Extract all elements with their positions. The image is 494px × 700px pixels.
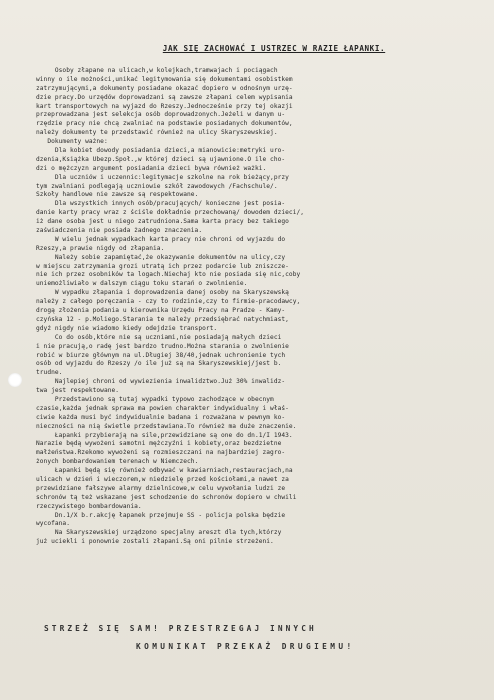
body-line: Dla wszystkich innych osób/pracujących/ konieczne jest posia-	[36, 200, 286, 208]
body-line: dzenia,Książka Ubezp.Społ.,w której dzieci są ujawnione.O ile cho-	[36, 155, 286, 163]
document-body	[36, 67, 472, 547]
body-line: Rzeszy,a prawie nigdy od złapania.	[36, 244, 165, 252]
body-line: małżeństwa.Rzekomo wywożeni są rozmieszczani na najbardziej zagro-	[36, 449, 286, 457]
body-line: Najlepiej chroni od wywiezienia inwalidztwo.Już 30% inwalidz-	[36, 378, 286, 386]
body-line: czasie,każda jednak sprawa ma powien charakter indywidualny i właś-	[36, 404, 289, 412]
punch-hole	[8, 373, 22, 387]
body-line: trudne.	[36, 369, 63, 377]
body-line: W wypadku złapania i doprowadzenia danej osoby na Skaryszewską	[36, 289, 289, 297]
body-line: Narazie będą wywożeni samotni mężczyźni i kobiety,oraz bezdzietne	[36, 440, 282, 448]
body-line: Na Skaryszewskiej urządzono specjalny areszt dla tych,którzy	[36, 529, 282, 537]
body-line: W wielu jednak wypadkach karta pracy nie chroni od wyjazdu do	[36, 235, 286, 243]
body-line: czyńska 12 - p.Moliego.Starania te należy przedsiębrać natychmiast,	[36, 315, 289, 323]
body-line: i nie pracują,o radę jest bardzo trudno.Można starania o zwolnienie	[36, 342, 289, 350]
footer-pass-on: KOMUNIKAT PRZEKAŻ DRUGIEMU!	[136, 642, 355, 651]
body-line: uniemożliwiało w dalszym ciągu toku starań o zwolnienie.	[36, 280, 248, 288]
body-line: Szkoły handlowe nie zawsze są respektowane.	[36, 191, 199, 199]
body-line: przeprowadzana jest selekcja osób doprowadzonych.Jeżeli w danym u-	[36, 111, 286, 119]
footer-warning: STRZEŻ SIĘ SAM! PRZESTRZEGAJ INNYCH	[44, 624, 317, 633]
body-line: osób od wyjazdu do Rzeszy /o ile już są na Skaryszewskiej/jest b.	[36, 360, 282, 368]
body-line: Osoby złapane na ulicach,w kolejkach,tramwajach i pociągach	[36, 67, 278, 74]
body-line: przewidziane fałszywe alarmy dzielnicowe,w celu wywołania ludzi ze	[36, 484, 286, 492]
body-line: ciwie każda musi być indywidualnie badana i rozważana w pewnym ko-	[36, 413, 286, 421]
document-footer	[36, 624, 478, 651]
body-line: zatrzymującymi,a dokumenty posiadane okazać dopiero w odnośnym urzę-	[36, 84, 293, 92]
body-line: nie ich przez osobników ta logach.Niechaj kto nie posiada się nic,coby	[36, 271, 301, 279]
body-line: należy dokumenty te przedstawić również na ulicy Skaryszewskiej.	[36, 129, 278, 137]
body-line: drogą złożenia podania u kierownika Urzędu Pracy na Pradze - Kamy-	[36, 307, 286, 315]
body-line: schronów tą też wskazane jest schodzenie do schronów dopiero w chwili	[36, 493, 297, 501]
body-line: Łapanki przybierają na sile,przewidziane są one do dn.1/I 1943.	[36, 431, 293, 439]
body-line: Należy sobie zapamiętać,że okazywanie dokumentów na ulicy,czy	[36, 253, 286, 261]
body-line: ulicach w dzień i wieczorem,w niedzielę przed kościołami,a nawet za	[36, 475, 289, 483]
body-line: kart transportowych na wyjazd do Rzeszy.Jednocześnie przy tej okazji	[36, 102, 293, 110]
body-line: twa jest respektowane.	[36, 387, 120, 395]
body-line: należy z całego poręczania - czy to rodzinie,czy to firmie-pracodawcy,	[36, 298, 301, 306]
body-line: gdyż nigdy nie wiadomo kiedy odejdzie transport.	[36, 324, 218, 332]
body-line: iż dane osoba jest u niego zatrudniona.Sama karta pracy bez takiego	[36, 218, 289, 226]
body-line: rzeczywistego bombardowania.	[36, 502, 142, 510]
body-line: danie karty pracy wraz z ściśle dokładnie przechowaną/ dowodem dzieci/,	[36, 209, 305, 217]
body-line: zaświadczenia nie posiada żadnego znaczenia.	[36, 227, 203, 235]
body-line: robić w biurze głównym na ul.Długiej 38/40,jednak uchronienie tych	[36, 351, 286, 359]
body-line: Łapanki będą się również odbywać w kawiarniach,restauracjach,na	[36, 467, 293, 475]
body-line: już uciekli i ponownie zostali złapani.Są oni pilnie strzeżeni.	[36, 538, 274, 546]
body-line: dzi o mężczyzn argument posiadania dzieci bywa również ważki.	[36, 164, 267, 172]
body-line: żonych bombardowaniem terenach w Niemczech.	[36, 458, 199, 466]
body-line: Dla uczniów i uczennic:legitymacje szkolne na rok bieżący,przy	[36, 173, 289, 181]
body-line: Przedstawiono są tutaj wypadki typowo zachodzące w obecnym	[36, 395, 274, 403]
body-line: tym zwalniani podlegają uczniowie szkół zawodowych /Fachschule/.	[36, 182, 278, 190]
body-line: rzędzie pracy nie chcą zwalniać na podstawie posiadanych dokumentów,	[36, 120, 293, 128]
body-line: wycofana.	[36, 520, 70, 528]
body-line: Dn.1/X b.r.akcję łapanek przejmuje SS - policja polska będzie	[36, 511, 286, 519]
body-line: nieczności na nią świetle przedstawiana.To również ma duże znaczenie.	[36, 422, 297, 430]
document-title: JAK SIĘ ZACHOWAĆ I USTRZEC W RAZIE ŁAPANKI.	[162, 44, 386, 53]
body-line: Co do osób,które nie są uczniami,nie posiadają małych dzieci	[36, 333, 282, 341]
body-line: dzie pracy.Do urzędów doprowadzani są zawsze złapani celem wypisania	[36, 93, 293, 101]
body-line: w miejscu zatrzymania grozi utratą ich przez podarcie lub zniszcze-	[36, 262, 289, 270]
body-line: Dla kobiet dowody posiadania dzieci,a mianowicie:metryki uro-	[36, 147, 286, 155]
body-line: winny o ile możności,unikać legitymowania się dokumentami osobistkem	[36, 75, 293, 83]
body-line: Dokumenty ważne:	[36, 138, 108, 146]
